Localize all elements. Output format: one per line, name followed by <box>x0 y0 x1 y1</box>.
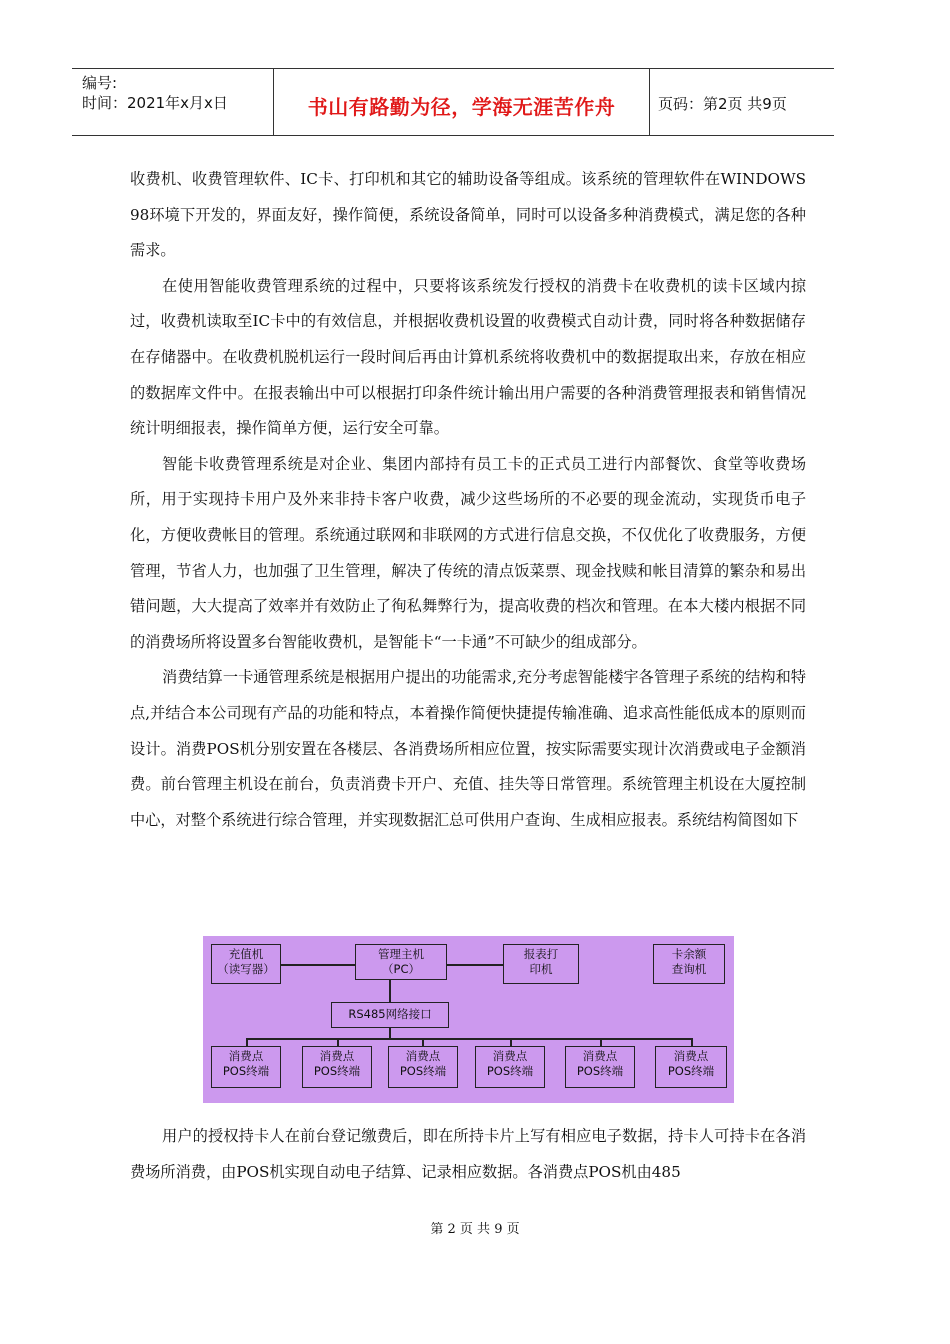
balance-sublabel: 查询机 <box>671 962 707 976</box>
terminal-label: 消费点 <box>319 1049 355 1063</box>
terminal-sublabel: POS终端 <box>399 1064 447 1078</box>
recharger-box <box>211 944 281 984</box>
connector-line <box>389 980 391 1002</box>
printer-sublabel: 印机 <box>529 962 553 976</box>
pos-terminal-box <box>565 1046 635 1088</box>
pos-terminal-box <box>475 1046 545 1088</box>
terminal-sublabel: POS终端 <box>576 1064 624 1078</box>
page-header <box>72 68 834 136</box>
header-motto-cell <box>274 69 650 135</box>
connector-line <box>337 1038 339 1046</box>
pos-terminal-box <box>211 1046 281 1088</box>
connector-line <box>246 1038 248 1046</box>
pos-terminal-box <box>655 1046 727 1088</box>
document-body-continued <box>130 1119 806 1190</box>
header-page-info: 页码：第2页 共9页 <box>658 95 787 113</box>
connector-line <box>600 1038 602 1046</box>
pos-terminal-box <box>302 1046 372 1088</box>
terminal-label: 消费点 <box>673 1049 709 1063</box>
paragraph: 用户的授权持卡人在前台登记缴费后，即在所持卡片上写有相应电子数据，持卡人可持卡在各消费场所消费，由POS机实现自动电子结算、记录相应数据。各消费点POS机由485 <box>130 1127 806 1181</box>
header-motto: 书山有路勤为径，学海无涯苦作舟 <box>307 95 616 119</box>
terminal-sublabel: POS终端 <box>313 1064 361 1078</box>
balance-label: 卡余额 <box>671 947 707 961</box>
page-footer: 第 2 页 共 9 页 <box>430 1222 520 1237</box>
paragraph-continuation: 收费机、收费管理软件、IC卡、打印机和其它的辅助设备等组成。该系统的管理软件在WINDOWS 98环境下开发的，界面友好，操作简便，系统设备简单，同时可以设备多种消费模式，满足您的各种需求。 <box>130 170 806 260</box>
paragraph: 智能卡收费管理系统是对企业、集团内部持有员工卡的正式员工进行内部餐饮、食堂等收费场所，用于实现持卡用户及外来非持卡客户收费，减少这些场所的不必要的现金流动，实现货币电子化，方便收费帐目的管理。系统通过联网和非联网的方式进行信息交换，不仅优化了收费服务，方便管理，节省人力，也加强了卫生管理，解决了传统的清点饭菜票、现金找赎和帐目清算的繁杂和易出错问题，大大提高了效率并有效防止了徇私舞弊行为，提高收费的档次和管理。在本大楼内根据不同的消费场所将设置多台智能收费机，是智能卡“一卡通”不可缺少的组成部分。 <box>130 454 806 651</box>
terminal-sublabel: POS终端 <box>486 1064 534 1078</box>
connector-line <box>447 964 503 966</box>
pos-terminal-box <box>388 1046 458 1088</box>
document-body <box>130 162 806 838</box>
terminal-sublabel: POS终端 <box>667 1064 715 1078</box>
connector-line <box>510 1038 512 1046</box>
connector-line <box>246 1038 692 1040</box>
paragraph: 消费结算一卡通管理系统是根据用户提出的功能需求,充分考虑智能楼宇各管理子系统的结构和特点,并结合本公司现有产品的功能和特点，本着操作简便快捷提传输准确、追求高性能低成本的原则而设计。消费POS机分别安置在各楼层、各消费场所相应位置，按实际需要实现计次消费或电子金额消费。前台管理主机设在前台，负责消费卡开户、充值、挂失等日常管理。系统管理主机设在大厦控制中心，对整个系统进行综合管理，并实现数据汇总可供用户查询、生成相应报表。系统结构简图如下 <box>130 668 806 829</box>
management-host-box <box>355 944 447 980</box>
system-structure-diagram <box>203 936 734 1103</box>
header-meta-cell <box>72 69 274 135</box>
header-page-cell <box>650 69 834 135</box>
connector-line <box>389 1028 391 1038</box>
connector-line <box>691 1038 693 1046</box>
terminal-label: 消费点 <box>492 1049 528 1063</box>
host-sublabel: （PC） <box>382 962 420 976</box>
paragraph: 在使用智能收费管理系统的过程中，只要将该系统发行授权的消费卡在收费机的读卡区域内掠过，收费机读取至IC卡中的有效信息，并根据收费机设置的收费模式自动计费，同时将各种数据储存在存储器中。在收费机脱机运行一段时间后再由计算机系统将收费机中的数据提取出来，存放在相应的数据库文件中。在报表输出中可以根据打印条件统计输出用户需要的各种消费管理报表和销售情况统计明细报表，操作简单方便，运行安全可靠。 <box>130 276 806 438</box>
printer-label: 报表打 <box>523 947 559 961</box>
rs485-label: RS485网络接口 <box>348 1007 432 1021</box>
document-time-label: 时间：2021年x月x日 <box>82 94 228 112</box>
document-number-label: 编号: <box>82 74 118 92</box>
host-label: 管理主机 <box>378 947 424 961</box>
recharger-label: 充值机 <box>228 947 264 961</box>
report-printer-box <box>503 944 579 984</box>
terminal-label: 消费点 <box>405 1049 441 1063</box>
balance-query-box <box>653 944 725 984</box>
terminal-label: 消费点 <box>582 1049 618 1063</box>
connector-line <box>422 1038 424 1046</box>
terminal-label: 消费点 <box>228 1049 264 1063</box>
terminal-sublabel: POS终端 <box>222 1064 270 1078</box>
recharger-sublabel: （读写器） <box>217 962 275 976</box>
rs485-interface-box <box>331 1002 449 1028</box>
